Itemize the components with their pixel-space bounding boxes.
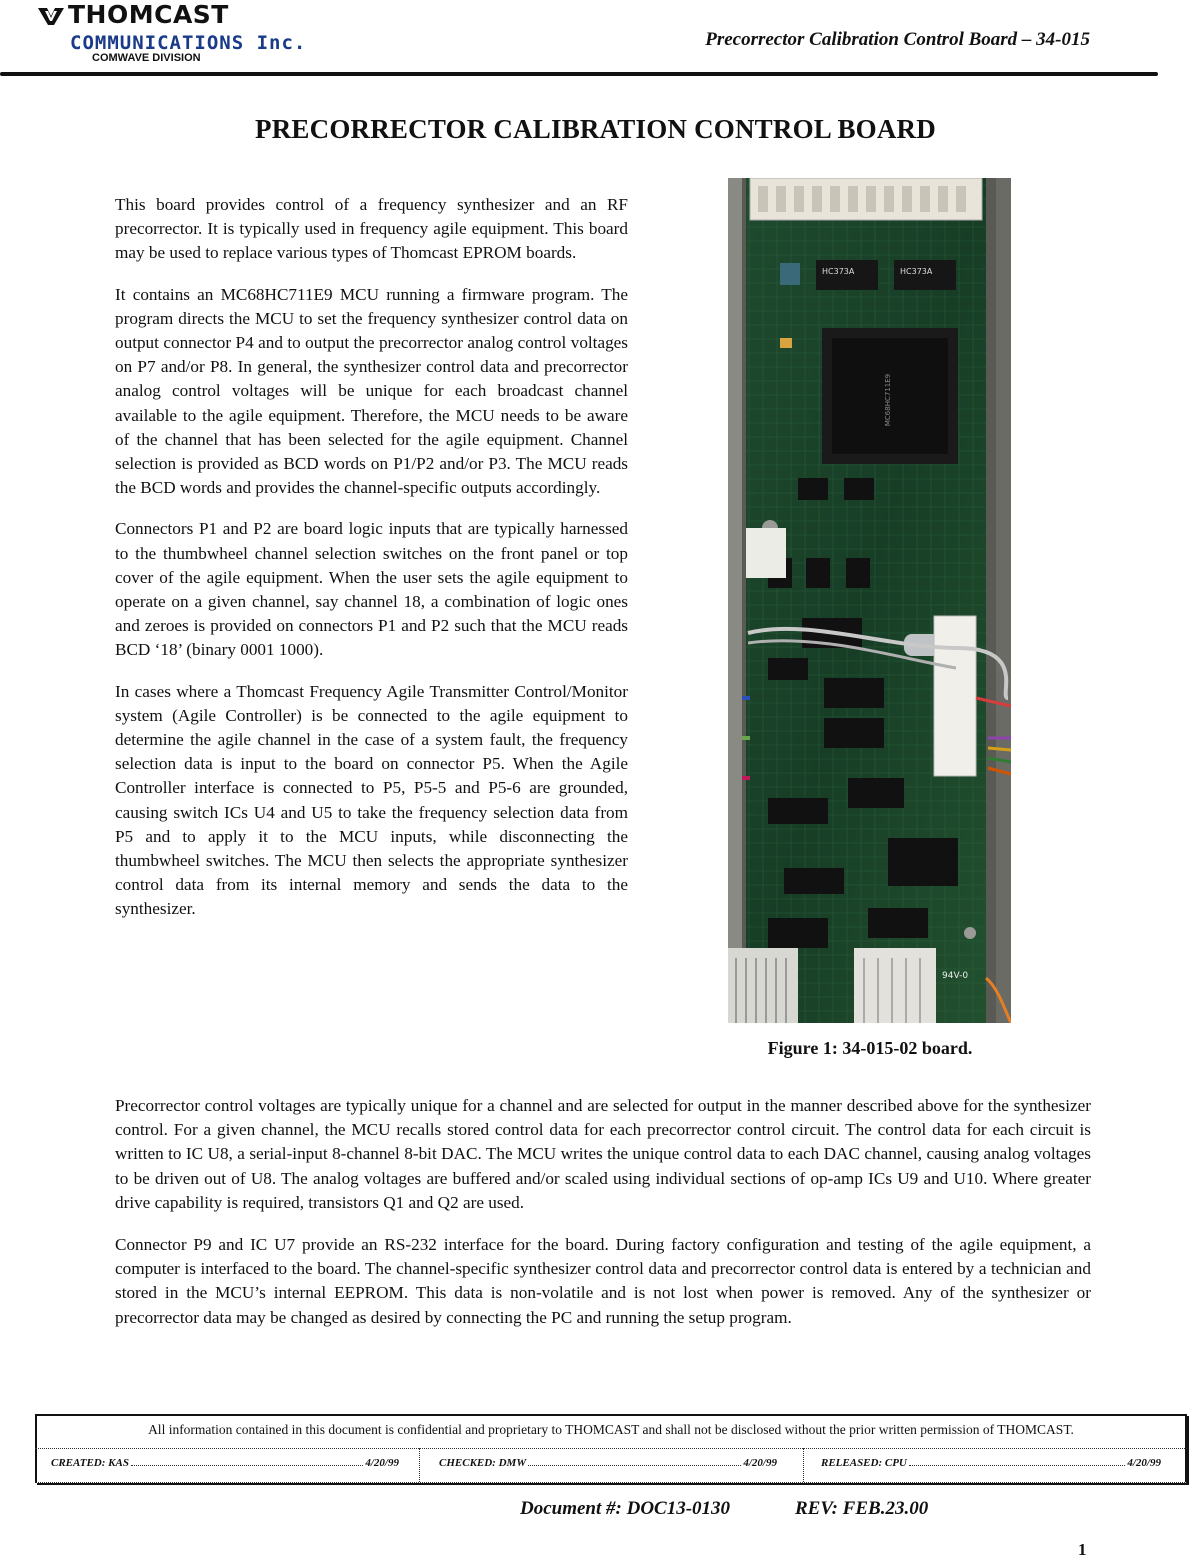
brand-name: THOMCAST (68, 0, 229, 29)
checked-date: 4/20/99 (743, 1457, 777, 1469)
dotted-leader (131, 1456, 363, 1466)
dotted-leader (909, 1456, 1125, 1466)
footer-approval-box (35, 1414, 1187, 1483)
full-width-text (115, 1094, 1091, 1348)
paragraph-rs232-interface: Connector P9 and IC U7 provide an RS-232 interface for the board. During factory configuration and testing of the agile equipment, a computer is interfaced to the board. The channel-specific synthesizer control data and precorrector control data is entered by a technician and stored in the MCU’s internal EEPROM. This data is non-volatile and is not lost when power is removed. Any of the synthesizer or precorrector data may be changed as desired by connecting the PC and running the setup program. (115, 1235, 1091, 1327)
dotted-leader (528, 1456, 741, 1466)
board-marking-label: 94V-0 (942, 971, 969, 981)
footer-separator (803, 1448, 804, 1482)
document-revision: REV: FEB.23.00 (795, 1498, 929, 1519)
document-number: Document #: DOC13-0130 (520, 1498, 731, 1519)
released-label: RELEASED: CPU (821, 1457, 907, 1469)
company-name: COMMUNICATIONS Inc. (70, 32, 307, 54)
paragraph-overview: This board provides control of a frequency synthesizer and an RF precorrector. It is typically used in frequency agile equipment. This board may be used to replace various types of Thomcast EPROM boards. (115, 195, 628, 263)
created-label: CREATED: KAS (51, 1457, 129, 1469)
chip-label-u1: HC373A (822, 267, 855, 276)
running-header-title: Precorrector Calibration Control Board – 34-015 (705, 29, 1090, 50)
figure-caption: Figure 1: 34-015-02 board. (767, 1038, 973, 1058)
footer-separator (419, 1448, 420, 1482)
paragraph-precorrector-voltages: Precorrector control voltages are typically unique for a channel and are selected for output in the manner described above for the synthesizer control. For a given channel, the MCU recalls stored control data for each precorrector control circuit. The control data for each circuit is written to IC U8, a serial-input 8-channel 8-bit DAC. The MCU writes the unique control data to each DAC channel, causing analog voltages to be driven out of U8. The analog voltages are buffered and/or scaled using individual sections of op-amp ICs U9 and U10. Where greater drive capability is required, transistors Q1 and Q2 are used. (115, 1096, 1091, 1212)
released-signoff (821, 1456, 1161, 1469)
paragraph-mcu: It contains an MC68HC711E9 MCU running a firmware program. The program directs the MCU to set the frequency synthesizer control data on output connector P4 and to output the precorrector analog control voltages on P7 and/or P8. In general, the synthesizer control data and precorrector analog control voltages will be unique for each broadcast channel available to the agile equipment. Therefore, the MCU needs to be aware of the channel that has been selected for the agile equipment. Channel selection is provided as BCD words on P1/P2 and/or P3. The MCU reads the BCD words and provides the channel-specific outputs accordingly. (115, 284, 628, 498)
left-text-column (115, 193, 628, 939)
division-name: COMWAVE DIVISION (92, 52, 201, 64)
created-signoff (51, 1456, 399, 1469)
paragraph-agile-controller: In cases where a Thomcast Frequency Agile Transmitter Control/Monitor system (Agile Controller) is be connected to the agile equipment to determine the agile channel in the case of a system fault, the frequency selection data is input to the board on connector P5. When the Agile Controller interface is connected to P5, P5-5 and P5-6 are grounded, causing switch ICs U4 and U5 to take the frequency selection data from P5 and to apply it to the MCU inputs, while disconnecting the thumbwheel switches. The MCU then selects the appropriate synthesizer control data from its internal memory and sends the data to the synthesizer. (115, 681, 628, 919)
chip-label-mcu: MC68HC711E9 (884, 373, 892, 427)
chip-label-u2: HC373A (900, 267, 933, 276)
paragraph-connectors: Connectors P1 and P2 are board logic inputs that are typically harnessed to the thumbwheel channel selection switches on the front panel or top cover of the agile equipment. When the user sets the agile equipment to operate on a given channel, say channel 18, a combination of logic ones and zeroes is provided on connectors P1 and P2 such that the MCU reads BCD ‘18’ (binary 0001 1000). (115, 519, 628, 660)
company-logo (38, 2, 318, 64)
created-date: 4/20/99 (365, 1457, 399, 1469)
header-rule (0, 72, 1158, 76)
page-number: 1 (1078, 1540, 1087, 1559)
checked-label: CHECKED: DMW (439, 1457, 527, 1469)
footer-divider (35, 1448, 1187, 1449)
checked-signoff (439, 1456, 777, 1469)
thomcast-logo-icon (38, 6, 64, 26)
document-title: PRECORRECTOR CALIBRATION CONTROL BOARD (255, 114, 936, 144)
released-date: 4/20/99 (1127, 1457, 1161, 1469)
confidentiality-notice: All information contained in this document is confidential and proprietary to THOMCAST and shall not be disclosed without the prior written permission of THOMCAST. (148, 1422, 1074, 1437)
circuit-board-photo (728, 178, 1011, 1023)
